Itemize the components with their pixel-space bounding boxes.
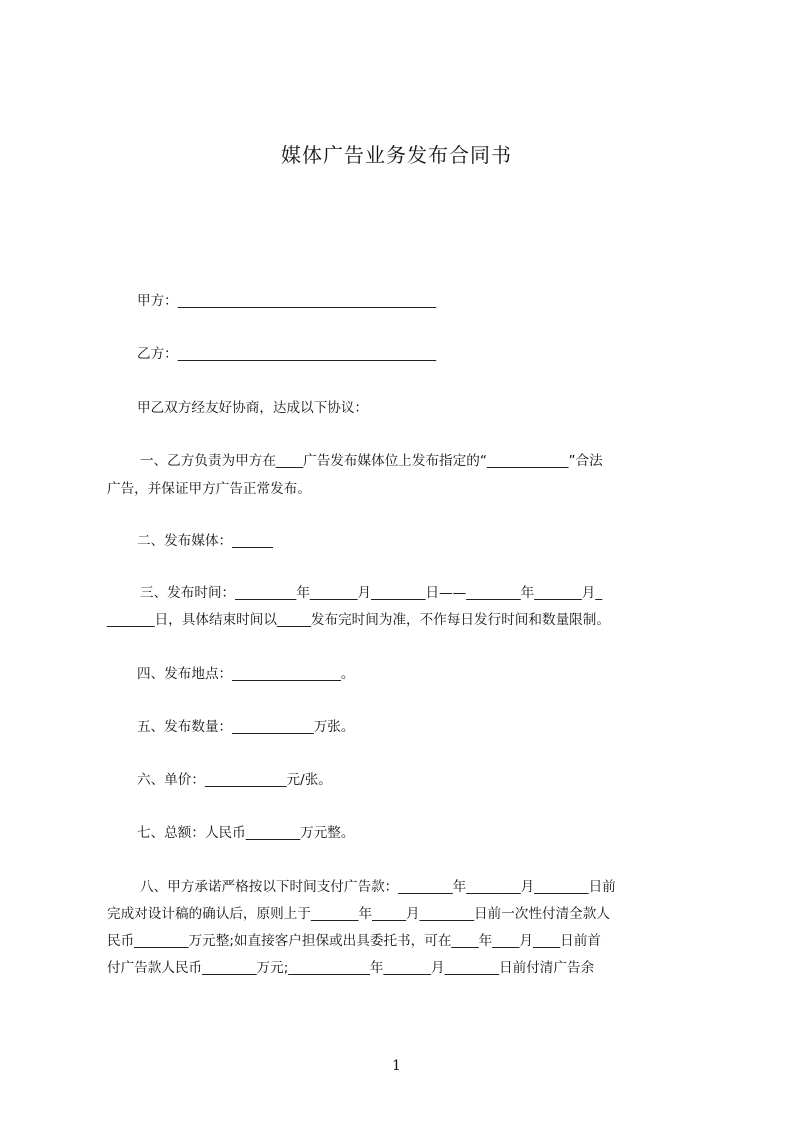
- clause-8-line-3: 民币________万元整;如直接客户担保或出具委托书，可在____年____月____日前首: [107, 933, 601, 949]
- clause-3-line-1: 三、发布时间：_________年_______月________日——________年_______月_: [140, 585, 603, 601]
- party-b-line: 乙方：______________________________________: [137, 346, 437, 362]
- clause-4: 四、发布地点：________________。: [137, 666, 355, 682]
- page-number: 1: [392, 1058, 401, 1074]
- clause-6: 六、单价：____________元/张。: [137, 772, 332, 788]
- clause-8-line-1: 八、甲方承诺严格按以下时间支付广告款：________年________月________日前: [140, 879, 616, 895]
- clause-5: 五、发布数量：____________万张。: [137, 719, 355, 735]
- intro-paragraph: 甲乙双方经友好协商，达成以下协议：: [137, 400, 369, 416]
- clause-3-line-2: _______日，具体结束时间以_____发布完时间为准，不作每日发行时间和数量限制。: [107, 612, 610, 628]
- clause-8-line-2: 完成对设计稿的确认后，原则上于_______年_____月________日前一次性付清全款人: [107, 906, 610, 922]
- party-a-line: 甲方：______________________________________: [137, 293, 437, 309]
- clause-2: 二、发布媒体：______: [137, 533, 273, 549]
- clause-8-line-4: 付广告款人民币________万元;____________年_______月________日前付清广告余: [107, 960, 595, 976]
- document-title: 媒体广告业务发布合同书: [281, 143, 512, 167]
- clause-1-line-1: 一、乙方负责为甲方在____广告发布媒体位上发布指定的“____________”合法: [140, 453, 603, 469]
- clause-7: 七、总额：人民币________万元整。: [137, 825, 355, 841]
- clause-1-line-2: 广告，并保证甲方广告正常发布。: [107, 481, 311, 497]
